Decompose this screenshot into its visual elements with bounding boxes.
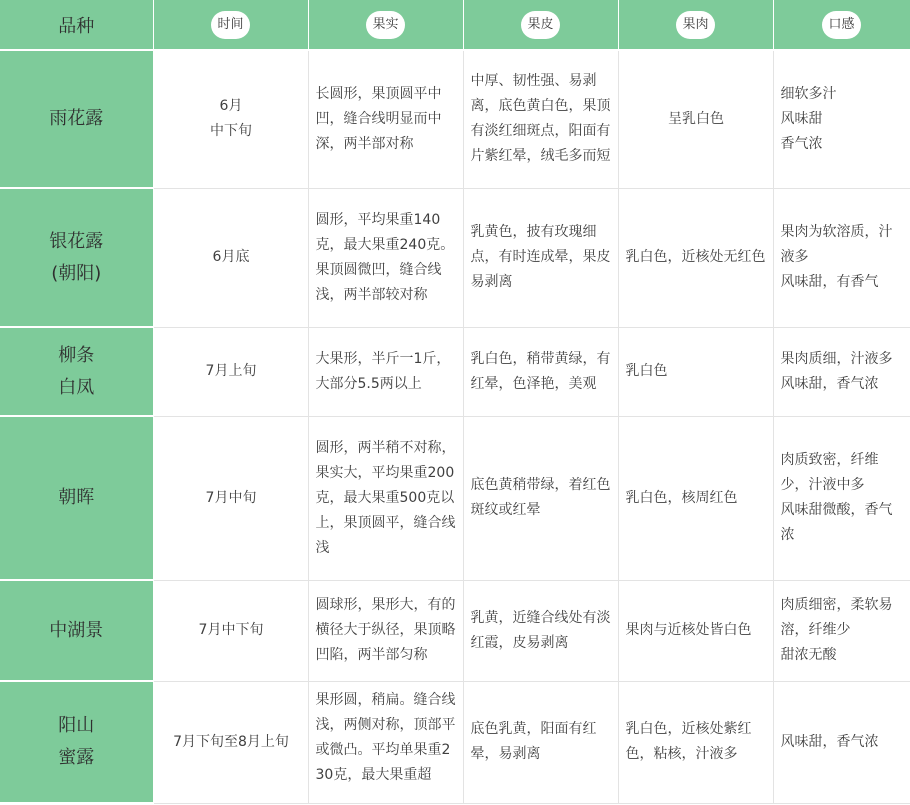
time-cell: 7月下旬至8月上旬	[153, 681, 308, 803]
peel-cell: 底色乳黄，阳面有红晕，易剥离	[463, 681, 618, 803]
header-fruit-label: 果实	[366, 11, 404, 39]
fruit-cell: 圆球形，果形大，有的横径大于纵径，果顶略凹陷，两半部匀称	[308, 580, 463, 681]
fruit-cell: 圆形，两半稍不对称，果实大，平均果重200克，最大果重500克以上，果顶圆平，缝合线浅	[308, 416, 463, 580]
header-time	[153, 0, 308, 50]
header-peel	[463, 0, 618, 50]
fruit-cell: 果形圆，稍扁。缝合线浅，两侧对称，顶部平或微凸。平均单果重230克，最大果重超	[308, 681, 463, 803]
taste-cell: 肉质细密，柔软易溶，纤维少 甜浓无酸	[773, 580, 910, 681]
table-row	[0, 681, 910, 803]
variety-cell: 银花露 (朝阳)	[0, 188, 153, 327]
header-taste	[773, 0, 910, 50]
table-row	[0, 50, 910, 188]
flesh-cell: 乳白色，核周红色	[618, 416, 773, 580]
taste-cell: 风味甜，香气浓	[773, 681, 910, 803]
taste-cell: 细软多汁 风味甜 香气浓	[773, 50, 910, 188]
header-row	[0, 0, 910, 50]
taste-cell: 果肉为软溶质，汁液多 风味甜，有香气	[773, 188, 910, 327]
table-row	[0, 416, 910, 580]
time-cell: 6月底	[153, 188, 308, 327]
variety-cell: 雨花露	[0, 50, 153, 188]
header-peel-label: 果皮	[521, 11, 559, 39]
time-cell: 7月上旬	[153, 327, 308, 416]
variety-cell: 朝晖	[0, 416, 153, 580]
table-row	[0, 580, 910, 681]
header-time-label: 时间	[211, 11, 249, 39]
variety-cell: 中湖景	[0, 580, 153, 681]
table-row	[0, 327, 910, 416]
header-taste-label: 口感	[822, 11, 860, 39]
time-cell: 6月 中下旬	[153, 50, 308, 188]
taste-cell: 肉质致密，纤维少，汁液中多 风味甜微酸，香气浓	[773, 416, 910, 580]
fruit-cell: 长圆形，果顶圆平中凹，缝合线明显而中深，两半部对称	[308, 50, 463, 188]
header-fruit	[308, 0, 463, 50]
flesh-cell: 呈乳白色	[618, 50, 773, 188]
variety-cell: 阳山 蜜露	[0, 681, 153, 803]
time-cell: 7月中下旬	[153, 580, 308, 681]
peel-cell: 乳黄色，披有玫瑰细点，有时连成晕，果皮易剥离	[463, 188, 618, 327]
fruit-cell: 圆形，平均果重140克，最大果重240克。果顶圆微凹，缝合线浅，两半部较对称	[308, 188, 463, 327]
time-cell: 7月中旬	[153, 416, 308, 580]
peel-cell: 底色黄稍带绿，着红色斑纹或红晕	[463, 416, 618, 580]
variety-cell: 柳条 白凤	[0, 327, 153, 416]
header-variety: 品种	[0, 0, 153, 50]
table-row	[0, 188, 910, 327]
flesh-cell: 乳白色，近核处无红色	[618, 188, 773, 327]
peel-cell: 乳白色，稍带黄绿，有红晕，色泽艳，美观	[463, 327, 618, 416]
flesh-cell: 乳白色	[618, 327, 773, 416]
header-flesh-label: 果肉	[676, 11, 714, 39]
peel-cell: 乳黄，近缝合线处有淡红霞，皮易剥离	[463, 580, 618, 681]
flesh-cell: 乳白色，近核处紫红色，粘核，汁液多	[618, 681, 773, 803]
taste-cell: 果肉质细，汁液多 风味甜，香气浓	[773, 327, 910, 416]
header-flesh	[618, 0, 773, 50]
fruit-cell: 大果形，半斤一1斤，大部分5.5两以上	[308, 327, 463, 416]
peel-cell: 中厚、韧性强、易剥离，底色黄白色，果顶有淡红细斑点，阳面有片紫红晕，绒毛多而短	[463, 50, 618, 188]
flesh-cell: 果肉与近核处皆白色	[618, 580, 773, 681]
